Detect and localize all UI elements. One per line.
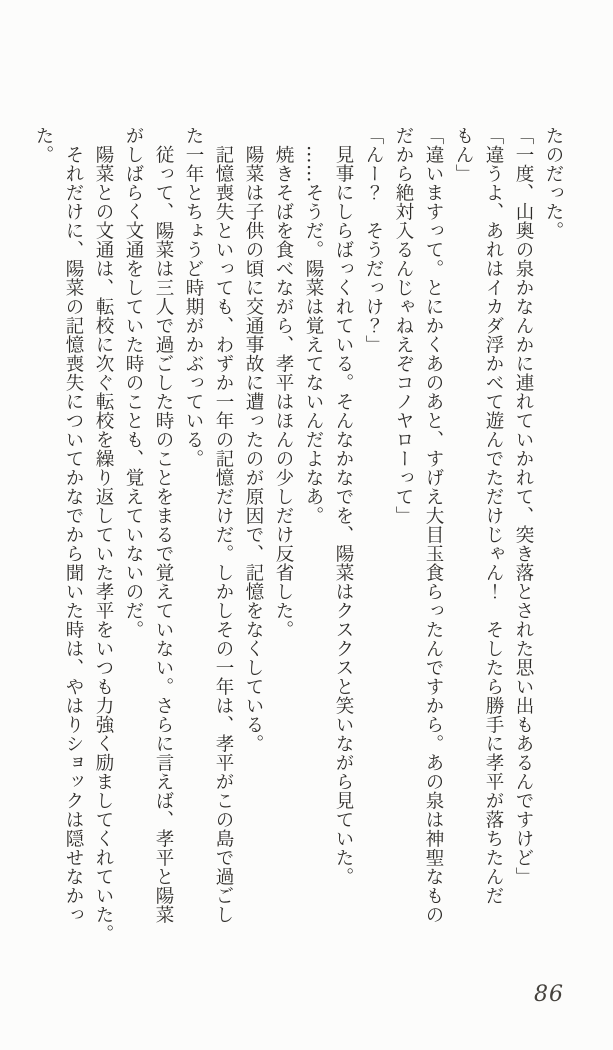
text-column: 「違うよ、あれはイカダ浮かべて遊んでただけじゃん！ そしたら勝手に孝平が落ちたんだ <box>483 126 504 905</box>
text-column: それだけに、陽菜の記憶喪失についてかなでから聞いた時は、やはりショックは隠せなかった。 <box>33 126 84 924</box>
page-number: 86 <box>534 982 564 1007</box>
text-column: 「違いますって。とにかくあのあと、すげえ大目玉食らったんですから。あの泉は神聖なもの <box>423 126 444 924</box>
text-column: 従って、陽菜は三人で過ごした時のことをまるで覚えていない。さらに言えば、孝平と陽菜 <box>153 144 174 924</box>
text-column: 「一度、山奥の泉かなんかに連れていかれて、突き落とされた思い出もあるんですけど」 <box>513 126 534 886</box>
text-column: 陽菜は子供の頃に交通事故に遭ったのが原因で、記憶をなくしている。 <box>243 144 264 753</box>
text-column: 陽菜との文通は、転校に次ぐ転校を繰り返していた孝平をいつも力強く励ましてくれていた。 <box>93 144 114 943</box>
text-block <box>33 126 568 954</box>
text-column: だから絶対入るんじゃねえぞコノヤローって」 <box>393 126 414 525</box>
text-column: たのだった。 <box>543 126 564 240</box>
text-column: 見事にしらばっくれている。そんなかなでを、陽菜はクスクスと笑いながら見ていた。 <box>333 144 354 886</box>
text-column: ……そうだ。陽菜は覚えてないんだよなあ。 <box>303 144 324 525</box>
text-column: 焼きそばを食べながら、孝平はほんの少しだけ反省した。 <box>273 144 294 639</box>
text-column: もん」 <box>453 126 474 183</box>
text-column: た一年とちょうど時期がかぶっている。 <box>183 126 204 468</box>
text-column: 「んー？ そうだっけ？」 <box>363 126 384 354</box>
text-column: がしばらく文通をしていた時のことも、覚えていないのだ。 <box>123 126 144 639</box>
text-column: 記憶喪失といっても、わずか一年の記憶だけだ。しかしその一年は、孝平がこの島で過ごし <box>213 144 234 924</box>
